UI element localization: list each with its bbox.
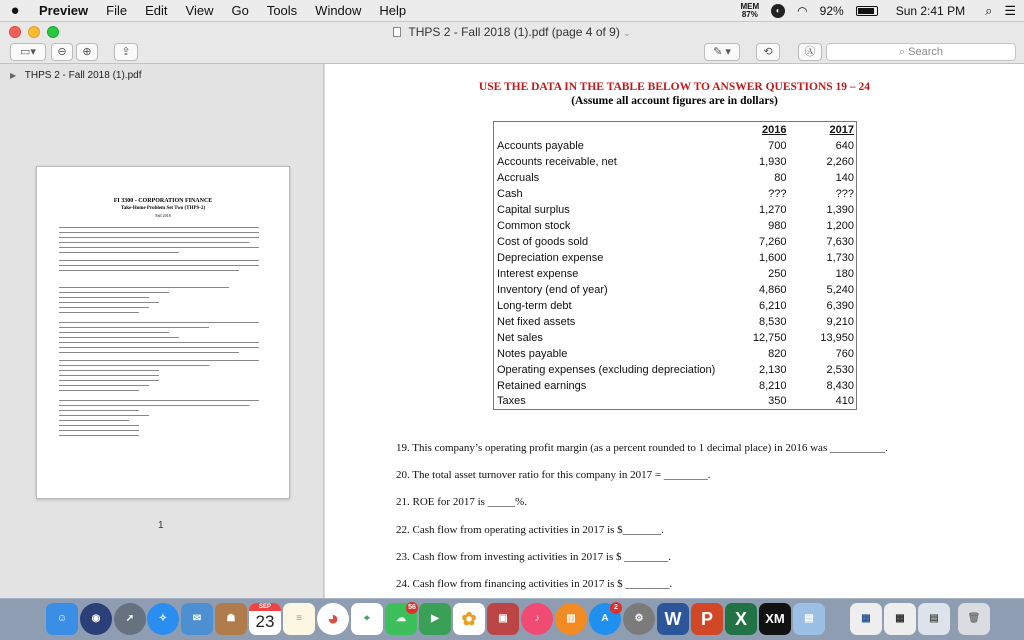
value-2016: 4,860 xyxy=(758,283,787,296)
thumbnail-line xyxy=(59,270,239,271)
zoom-in-icon: ⊕ xyxy=(82,46,92,58)
app-store-icon[interactable] xyxy=(589,603,621,635)
zoom-out-button[interactable] xyxy=(51,43,73,61)
table-row xyxy=(494,218,857,234)
value-2017: 2,530 xyxy=(789,362,857,378)
sidebar-toggle-button[interactable] xyxy=(10,43,46,61)
spotlight-icon[interactable]: ⌕ xyxy=(985,3,993,18)
thumbnail-line xyxy=(59,342,259,343)
powerpoint-icon[interactable]: P xyxy=(691,603,723,635)
row-label: Inventory (end of year) xyxy=(494,282,730,298)
value-2017: 410 xyxy=(789,394,857,410)
table-row xyxy=(494,298,857,314)
mail-icon[interactable]: ✉ xyxy=(181,603,213,635)
zoom-in-button[interactable] xyxy=(76,43,98,61)
menu-help[interactable]: Help xyxy=(379,3,407,18)
thumbnail-line xyxy=(59,252,179,253)
value-2016: 1,270 xyxy=(758,203,787,216)
share-button[interactable] xyxy=(114,43,138,61)
question-22: 22. Cash flow from operating activities in 2017 is $_______. xyxy=(396,524,664,536)
maps-icon[interactable]: ⌖ xyxy=(351,603,383,635)
battery-level-fill xyxy=(858,8,875,14)
music-icon[interactable]: ♪ xyxy=(521,603,553,635)
row-label: Long-term debt xyxy=(494,298,730,314)
thumbnail-line xyxy=(59,232,259,233)
excel-icon[interactable]: X xyxy=(725,603,757,635)
thumbnail-line xyxy=(59,292,169,293)
value-2016: 980 xyxy=(768,219,787,232)
clock[interactable]: Sun 2:41 PM xyxy=(895,4,966,18)
thumbnail-line xyxy=(59,360,259,361)
menu-edit[interactable]: Edit xyxy=(145,3,168,18)
window-title[interactable]: THPS 2 - Fall 2018 (1).pdf (page 4 of 9) xyxy=(408,25,620,39)
table-header-row xyxy=(494,122,857,138)
value-2016: 8,530 xyxy=(758,315,787,328)
notes-icon[interactable]: ≡ xyxy=(283,603,315,635)
rotate-button[interactable] xyxy=(756,43,780,61)
table-row xyxy=(494,394,857,410)
value-2016: 350 xyxy=(730,394,789,410)
rotate-icon: ⟲ xyxy=(763,46,773,58)
value-2016: 1,930 xyxy=(758,155,787,168)
value-2017: 8,430 xyxy=(789,378,857,394)
thumbnail-line xyxy=(59,347,259,348)
trash-icon[interactable]: 🗑 xyxy=(958,603,990,635)
xm-app-icon[interactable]: XM xyxy=(759,603,791,635)
value-2016: 12,750 xyxy=(752,331,787,344)
memory-label: MEM xyxy=(740,2,760,11)
thumbnail-line xyxy=(59,227,259,228)
thumbnail-line xyxy=(59,247,259,248)
value-2017: 760 xyxy=(789,346,857,362)
table-row xyxy=(494,186,857,202)
thumbnail-line xyxy=(59,410,139,411)
row-label: Operating expenses (excluding depreciation) xyxy=(494,362,730,378)
thumbnail-title: FI 3300 - CORPORATION FINANCE xyxy=(113,198,213,204)
system-preferences-icon[interactable]: ⚙ xyxy=(623,603,655,635)
calendar-icon[interactable] xyxy=(249,603,281,635)
value-2017: 7,630 xyxy=(789,234,857,250)
disclosure-triangle-icon[interactable]: ▶ xyxy=(10,71,17,80)
pen-icon: ✎ ▾ xyxy=(713,46,731,58)
question-23: 23. Cash flow from investing activities in 2017 is $ ________. xyxy=(396,551,671,563)
zoom-out-icon: ⊖ xyxy=(57,46,67,58)
contacts-icon[interactable]: ☗ xyxy=(215,603,247,635)
row-label: Depreciation expense xyxy=(494,250,730,266)
thumbnail-line xyxy=(59,365,209,366)
thumbnail-line xyxy=(59,385,149,386)
chrome-icon[interactable]: ◕ xyxy=(317,603,349,635)
value-2016: 820 xyxy=(768,347,787,360)
messages-icon[interactable] xyxy=(385,603,417,635)
row-label: Accruals xyxy=(494,170,730,186)
value-2017: 1,390 xyxy=(789,202,857,218)
launchpad-icon[interactable]: ➚ xyxy=(114,603,146,635)
value-2017: 5,240 xyxy=(789,282,857,298)
thumbnail-line xyxy=(59,265,259,266)
value-2017: 13,950 xyxy=(789,330,857,346)
thumbnail-line xyxy=(59,302,159,303)
table-row xyxy=(494,362,857,378)
word-document-icon[interactable]: ▦ xyxy=(850,603,882,635)
value-2016: 250 xyxy=(768,267,787,280)
calendar-month: SEP xyxy=(249,603,281,611)
question-24: 24. Cash flow from financing activities in 2017 is $ ________. xyxy=(396,578,673,590)
value-2017: 180 xyxy=(789,266,857,282)
sidebar-file-name: THPS 2 - Fall 2018 (1).pdf xyxy=(24,70,142,81)
window-titlebar xyxy=(0,22,1024,42)
thumbnail-line xyxy=(59,307,149,308)
dock xyxy=(0,598,1024,640)
facetime-icon[interactable]: ▶ xyxy=(419,603,451,635)
thumbnail-line xyxy=(59,420,129,421)
row-label: Capital surplus xyxy=(494,202,730,218)
thumbnail-line xyxy=(59,337,179,338)
table-row xyxy=(494,138,857,154)
app-store-glyph-icon: A xyxy=(601,613,609,624)
thumbnail-line xyxy=(59,242,249,243)
battery-icon[interactable] xyxy=(856,6,878,16)
header-label-cell xyxy=(494,122,730,138)
thumbnail-line xyxy=(59,370,159,371)
header-year-2016: 2016 xyxy=(730,122,789,138)
value-2017: 6,390 xyxy=(789,298,857,314)
thumbnail-subtitle: Take-Home Problem Set Two (THPS-2) xyxy=(120,206,206,211)
share-icon: ⇪ xyxy=(121,46,131,58)
app-store-badge: 2 xyxy=(610,602,622,614)
value-2017: 140 xyxy=(789,170,857,186)
value-2016: 8,210 xyxy=(758,379,787,392)
table-row xyxy=(494,378,857,394)
table-row xyxy=(494,170,857,186)
value-2016: 6,210 xyxy=(758,299,787,312)
row-label: Accounts payable xyxy=(494,138,730,154)
xm-document-icon[interactable]: ▦ xyxy=(884,603,916,635)
table-row xyxy=(494,266,857,282)
table-row xyxy=(494,202,857,218)
photos-icon[interactable]: ✿ xyxy=(453,603,485,635)
row-label: Notes payable xyxy=(494,346,730,362)
menu-window[interactable]: Window xyxy=(315,3,362,18)
value-2017: 2,260 xyxy=(789,154,857,170)
markup-icon: Ⓐ xyxy=(804,46,816,58)
safari-icon[interactable]: ✧ xyxy=(147,603,179,635)
value-2017: 1,730 xyxy=(789,250,857,266)
page-thumbnail[interactable] xyxy=(36,166,290,499)
markup-toolbar-button[interactable] xyxy=(798,43,822,61)
battery-percent[interactable]: 92% xyxy=(819,4,844,18)
menu-tools[interactable]: Tools xyxy=(266,3,298,18)
search-field[interactable] xyxy=(826,43,1016,61)
value-2016: 80 xyxy=(774,171,787,184)
thumbnail-line xyxy=(59,332,169,333)
menu-app-preview[interactable]: Preview xyxy=(39,3,89,18)
thumbnail-line xyxy=(59,380,159,381)
thumbnail-line xyxy=(59,375,159,376)
value-2017: 9,210 xyxy=(789,314,857,330)
thumbnail-line xyxy=(59,435,139,436)
row-label: Net sales xyxy=(494,330,730,346)
thumbnail-line xyxy=(59,312,139,313)
thumbnail-line xyxy=(59,297,149,298)
thumbnail-line xyxy=(59,322,259,323)
menu-view[interactable]: View xyxy=(185,3,214,18)
photo-booth-icon[interactable]: ▣ xyxy=(487,603,519,635)
siri-icon[interactable]: ◉ xyxy=(80,603,112,635)
title-chevron-icon[interactable]: ⌄ xyxy=(623,28,631,38)
sidebar-file-entry[interactable] xyxy=(10,70,141,81)
row-label: Accounts receivable, net xyxy=(494,154,730,170)
word-icon[interactable]: W xyxy=(657,603,689,635)
value-2017: ??? xyxy=(789,186,857,202)
memory-status[interactable] xyxy=(741,3,760,19)
preview-icon[interactable]: ▤ xyxy=(793,603,825,635)
thumbnail-line xyxy=(59,287,229,288)
menu-file[interactable]: File xyxy=(106,3,128,18)
thumbnail-sidebar xyxy=(0,64,324,598)
thumbnail-line xyxy=(59,425,139,426)
financial-data-table xyxy=(493,121,857,410)
row-label: Common stock xyxy=(494,218,730,234)
table-heading: USE THE DATA IN THE TABLE BELOW TO ANSWER QUESTIONS 19 – 24 xyxy=(478,81,871,93)
search-icon: ⌕ xyxy=(898,46,909,58)
downloads-stack-icon[interactable]: ▤ xyxy=(918,603,950,635)
value-2016: ??? xyxy=(768,187,787,200)
thumbnail-line xyxy=(59,390,139,391)
calendar-day: 23 xyxy=(255,612,275,631)
thumbnail-page-number: 1 xyxy=(158,520,164,531)
value-2016: 7,260 xyxy=(758,235,787,248)
row-label: Net fixed assets xyxy=(494,314,730,330)
question-21: 21. ROE for 2017 is _____%. xyxy=(396,496,528,508)
network-icon[interactable]: ◐ xyxy=(771,4,785,18)
wifi-icon[interactable]: ◠ xyxy=(797,4,808,18)
row-label: Taxes xyxy=(494,394,730,410)
question-20: 20. The total asset turnover ratio for this company in 2017 = ________. xyxy=(396,469,711,481)
apple-menu-icon[interactable]: ● xyxy=(10,2,20,19)
row-label: Interest expense xyxy=(494,266,730,282)
thumbnail-line xyxy=(59,237,259,238)
row-label: Retained earnings xyxy=(494,378,730,394)
value-2017: 640 xyxy=(789,138,857,154)
speech-bubble-icon: ☁ xyxy=(396,613,406,624)
books-icon[interactable]: ▥ xyxy=(555,603,587,635)
memory-value: 87% xyxy=(741,10,758,19)
table-row xyxy=(494,346,857,362)
value-2016: 700 xyxy=(768,139,787,152)
menu-go[interactable]: Go xyxy=(231,3,249,18)
markup-pen-button[interactable] xyxy=(704,43,740,61)
table-subheading: (Assume all account figures are in dollars) xyxy=(571,95,778,107)
toolbar xyxy=(0,42,1024,64)
finder-icon[interactable]: ☺ xyxy=(46,603,78,635)
thumbnail-line xyxy=(59,415,149,416)
table-row xyxy=(494,282,857,298)
thumbnail-line xyxy=(59,430,139,431)
value-2017: 1,200 xyxy=(789,218,857,234)
row-label: Cost of goods sold xyxy=(494,234,730,250)
thumbnail-line xyxy=(59,327,209,328)
question-19: 19. This company’s operating profit margin (as a percent rounded to 1 decimal place) in 2016 was __________. xyxy=(396,442,888,454)
sidebar-icon: ▭▾ xyxy=(20,46,36,58)
value-2016: 1,600 xyxy=(758,251,787,264)
table-row xyxy=(494,154,857,170)
thumbnail-line xyxy=(59,400,259,401)
header-year-2017: 2017 xyxy=(789,122,857,138)
document-page xyxy=(325,64,1024,598)
value-2016: 2,130 xyxy=(758,363,787,376)
messages-badge: 56 xyxy=(406,602,418,614)
search-placeholder: Search xyxy=(908,46,944,58)
thumbnail-term: Fall 2018 xyxy=(155,213,171,218)
thumbnail-line xyxy=(59,405,249,406)
notification-center-icon[interactable]: ☰ xyxy=(1004,3,1016,18)
menu-bar xyxy=(0,0,1024,22)
row-label: Cash xyxy=(494,186,730,202)
thumbnail-line xyxy=(59,352,239,353)
pdf-file-icon xyxy=(393,27,401,37)
table-row xyxy=(494,250,857,266)
table-row xyxy=(494,314,857,330)
table-row xyxy=(494,234,857,250)
table-row xyxy=(494,330,857,346)
thumbnail-line xyxy=(59,260,259,261)
